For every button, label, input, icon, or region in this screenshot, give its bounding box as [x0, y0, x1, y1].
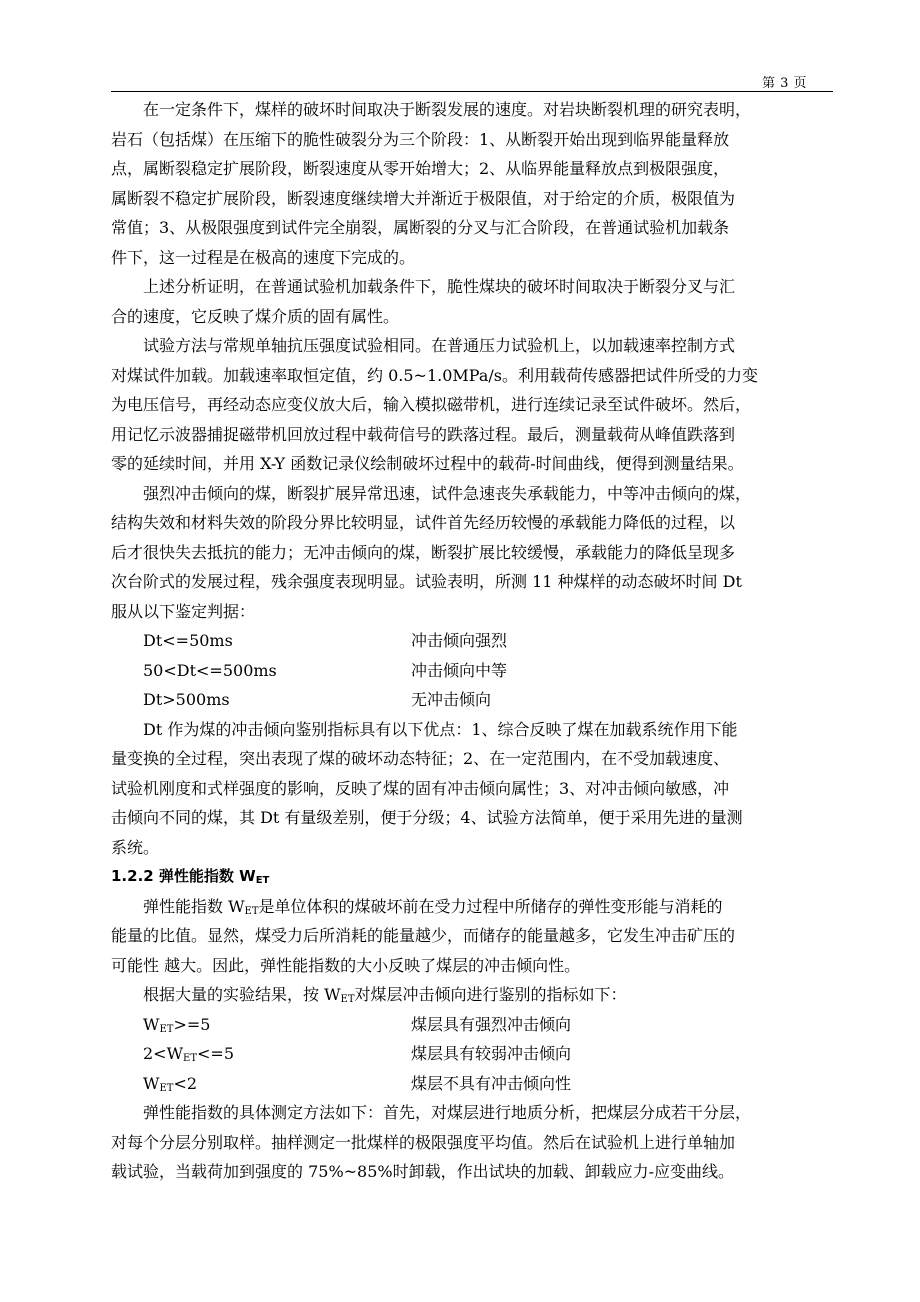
wet-condition: $2<W_{ET}<=5$: [143, 1044, 235, 1064]
text-segment: 对煤层冲击倾向进行鉴别的指标如下：: [354, 985, 627, 1004]
header-divider: [111, 91, 833, 92]
wet-result: 煤层具有较弱冲击倾向: [411, 1044, 572, 1063]
dt-result: 冲击倾向强烈: [411, 631, 508, 650]
page-number: 第 3 页: [761, 76, 807, 91]
wet-criteria-list: [111, 1010, 833, 1099]
wet-criterion-row: [111, 1010, 833, 1040]
dt-result: 冲击倾向中等: [411, 660, 508, 680]
paragraph-measurement-method: 弹性能指数的具体测定方法如下：首先，对煤层进行地质分析，把煤层分成若干分层， 对每个分层分别取样。抽样测定一批煤样的极限强度平均值。然后在试验机上进行单轴加 载试验，当载荷加到强度的 75%~85%时卸载，作出试块的加载、卸载应力-应变曲线。: [111, 1103, 752, 1181]
text-segment: 弹性能指数 W: [143, 896, 245, 916]
dt-condition: Dt>500ms: [143, 690, 230, 709]
dt-criterion-row: [111, 656, 833, 686]
paragraph-dt-advantages: Dt 作为煤的冲击倾向鉴别指标具有以下优点：1、综合反映了煤在加载系统作用下能 量变换的全过程，突出表现了煤的破坏动态特征；2、在一定范围内，在不受加载速度、 试验机刚度和式样强度的影响，反映了煤的固有冲击倾向属性；3、对冲击倾向敏感，冲 击倾向不同的煤，其 Dt 有量级差别，便于分级；4、试验方法简单，便于采用先进的量测 系统。: [111, 719, 743, 857]
paragraph-analysis-conclusion: 上述分析证明，在普通试验机加载条件下，脆性煤块的破坏时间取决于断裂分叉与汇 合的速度，它反映了煤介质的固有属性。: [111, 277, 736, 326]
section-title: 1.2.2 弹性能指数 W: [111, 867, 256, 885]
dt-criterion-row: [111, 685, 833, 715]
text-segment: 是单位体积的煤破坏前在受力过程中所储存的弹性变形能与消耗的 能量的比值。显然，煤受力后所消耗的能量越少，而储存的能量越多，它发生冲击矿压的 可能性 越大。因此，弹性能指数的大小反映了煤层的冲击倾向性。: [111, 896, 736, 975]
text-segment: 根据大量的实验结果，按 W: [143, 985, 341, 1004]
paragraph-fracture-stages: 在一定条件下，煤样的破坏时间取决于断裂发展的速度。对岩块断裂机理的研究表明， 岩石（包括煤）在压缩下的脆性破裂分为三个阶段：1、从断裂开始出现到临界能量释放 点，属断裂稳定扩展阶段，断裂速度从零开始增大；2、从临界能量释放点到极限强度， 属断裂不稳定扩展阶段，断裂速度继续增大并渐近于极限值，对于给定的介质，极限值为 常值；3、从极限强度到试件完全崩裂，属断裂的分叉与汇合阶段，在普通试验机加载条 件下，这一过程是在极高的速度下完成的。: [111, 100, 752, 267]
paragraph-test-method: 试验方法与常规单轴抗压强度试验相同。在普通压力试验机上，以加载速率控制方式 对煤试件加载。加载速率取恒定值，约 0.5~1.0MPa/s。利用载荷传感器把试件所受的力变 为电压信号，再经动态应变仪放大后，输入模拟磁带机，进行连续记录至试件破坏。然后， 用记忆示波器捕捉磁带机回放过程中载荷信号的跌落过程。最后，测量载荷从峰值跌落到 零的延续时间，并用 X-Y 函数记录仪绘制破坏过程中的载荷-时间曲线，便得到测量结果。: [111, 336, 758, 473]
paragraph-wet-intro: [111, 980, 833, 1010]
section-title-subscript: ET: [255, 875, 270, 886]
wet-result: 煤层具有强烈冲击倾向: [411, 1014, 572, 1034]
wet-criterion-row: [111, 1069, 833, 1099]
wet-criterion-row: [111, 1039, 833, 1069]
dt-criterion-row: [111, 626, 833, 656]
document-body: [111, 95, 833, 1187]
section-heading: [111, 862, 833, 892]
dt-condition: 50<Dt<=500ms: [143, 660, 277, 680]
subscript: ET: [340, 994, 355, 1005]
wet-result: 煤层不具有冲击倾向性: [411, 1073, 572, 1093]
wet-condition: $W_{ET}<2$: [143, 1073, 198, 1094]
paragraph-impact-tendency: 强烈冲击倾向的煤，断裂扩展异常迅速，试件急速丧失承载能力，中等冲击倾向的煤， 结构失效和材料失效的阶段分界比较明显，试件首先经历较慢的承载能力降低的过程，以 后才很快失去抵抗的能力；无冲击倾向的煤，断裂扩展比较缓慢，承载能力的降低呈现多 次台阶式的发展过程，残余强度表现明显。试验表明，所测 11 种煤样的动态破坏时间 Dt 服从以下鉴定判据：: [111, 483, 752, 621]
dt-criteria-list: [111, 626, 833, 715]
paragraph-elastic-energy-definition: [111, 892, 833, 981]
dt-result: 无冲击倾向: [411, 690, 492, 709]
wet-condition: $W_{ET}>=5$: [143, 1014, 211, 1035]
dt-condition: Dt<=50ms: [143, 631, 233, 650]
subscript: ET: [244, 905, 259, 917]
